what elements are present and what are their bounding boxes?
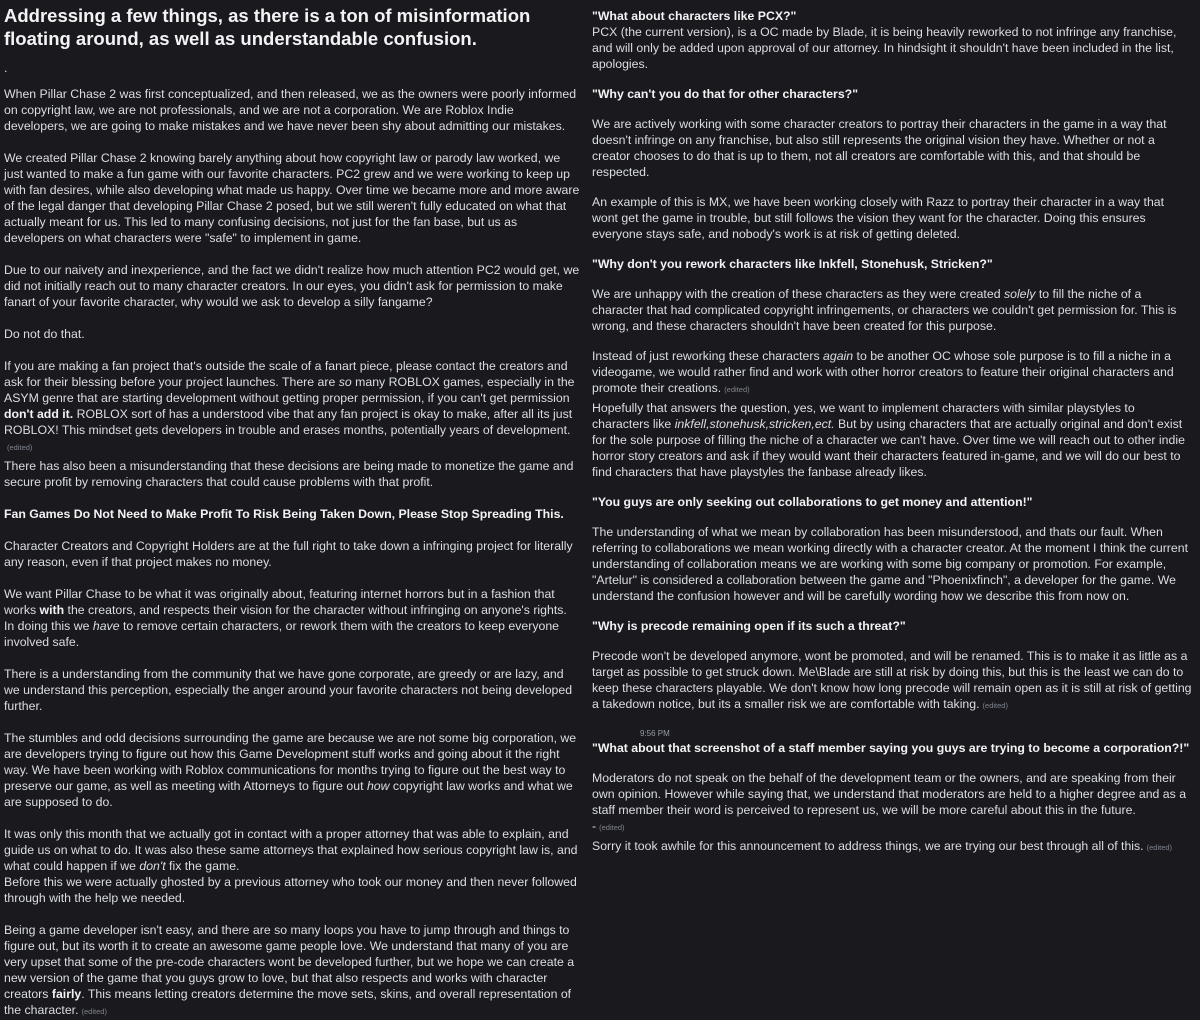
paragraph: The stumbles and odd decisions surrounding the game are because we are not some big corporation, we are developers trying to figure out how this Game Development stuff works and going about it the right way. We have been working with Roblox communications for months trying to figure out the best way to preserve our game, as well as meeting with Attorneys to figure out how copyright law works and what we are supposed to do. [4,731,577,809]
question-heading: "Why can't you do that for other characters?" [592,87,859,101]
message-timestamp: 9:56 PM [640,729,670,738]
paragraph: There has also been a misunderstanding that these decisions are being made to monetize the game and secure profit by removing characters that could cause problems with that profit. [4,459,574,489]
paragraph: Due to our naivety and inexperience, and the fact we didn't realize how much attention PC2 would get, we did not initially reach out to many character creators. In our eyes, you didn't ask for permission to make fanart of your favorite character, why would we ask to develop a silly fangame? [4,263,580,309]
edited-label: (edited) [81,1007,107,1016]
paragraph: Character Creators and Copyright Holders are at the full right to take down a infringing project for literally any reason, even if that project makes no money. [4,539,573,569]
paragraph: It was only this month that we actually got in contact with a proper attorney that was able to explain, and guide us on what to do. It was also these same attorneys that explained how serious copyright law is, and what could happen if we don't fix the game. [4,827,578,873]
paragraph: Instead of just reworking these characters again to be another OC whose sole purpose is to fill a niche in a videogame, we would rather find and work with other horror creators to feature their original characters and promote their creations. (edited) [592,349,1174,395]
paragraph: We are unhappy with the creation of these characters as they were created solely to fill the niche of a character that had complicated copyright infringements, or characters we couldn't get permission for. This is wrong, and these characters shouldn't have been created for this purpose. [592,287,1177,333]
question-heading: "What about characters like PCX?" [592,9,797,23]
edited-label: (edited) [982,701,1008,710]
paragraph: If you are making a fan project that's outside the scale of a fanart piece, please contact the creators and ask for their blessing before your project launches. There are so many ROBLOX games, especially in the ASYM genre that are starting development without getting proper permission, if you can't get permission don't add it. ROBLOX sort of has a understood vibe that any fan project is okay to make, after all its just ROBLOX! This mindset gets developers in trouble and erases months, potentially years of development.(edited) [4,359,575,452]
edited-label: (edited) [7,443,33,452]
paragraph: When Pillar Chase 2 was first conceptualized, and then released, we as the owners were poorly informed on copyright law, we are not professionals, and we are not a corporation. We are Roblox Indie developers, we are going to make mistakes and we have never been shy about admitting our mistakes. [4,87,577,133]
left-column [0,0,588,1017]
dot-line: . [4,61,8,75]
paragraph: We are actively working with some character creators to portray their characters in the game in a way that doesn't infringe on any franchise, but also still represents the original vision they have. Whether or not a creator chooses to do that is up to them, not all creators are comfortable with this, and that should be respected. [592,117,1167,179]
paragraph: Before this we were actually ghosted by a previous attorney who took our money and then never followed through with the help we needed. [4,875,577,905]
paragraph: Hopefully that answers the question, yes, we want to implement characters with similar playstyles to characters like inkfell,stonehusk,stricken,ect. But by using characters that are actually original and don't exist for the sole purpose of filling the niche of a character we can't have. Over time we will reach out to other indie horror story creators and ask if they would want their characters featured in-game, and we will do our best to find characters that have playstyles the fanbase already likes. [592,401,1185,479]
question-heading: "You guys are only seeking out collaborations to get money and attention!" [592,495,1033,509]
announcement-title: Addressing a few things, as there is a ton of misinformation floating around, as well as understandable confusion. [4,5,531,49]
paragraph: The understanding of what we mean by collaboration has been misunderstood, and thats our fault. When referring to collaborations we mean working directly with a character creator. At the moment I think the current understanding of collaboration means we are working with some big company or promotion. For example, "Artelur" is considered a collaboration between the game and "Phoenixfinch", a developer for the game. We understand the confusion however and will be carefully wording how we describe this from now on. [592,525,1188,603]
paragraph: There is a understanding from the community that we have gone corporate, are greedy or are lazy, and we understand this perception, especially the anger around your favorite characters not being developed further. [4,667,573,713]
question-heading: "Why don't you rework characters like Inkfell, Stonehusk, Stricken?" [592,257,993,271]
edited-label: (edited) [599,823,625,832]
paragraph: Moderators do not speak on the behalf of the development team or the owners, and are speaking from their own opinion. However while saying that, we understand that moderators are held to a higher degree and as a staff member their word is perceived to represent us, we will be more careful about this in the future. [592,771,1187,817]
paragraph: Being a game developer isn't easy, and there are so many loops you have to jump through and things to figure out, but its worth it to create an awesome game people love. We understand that many of you are very upset that some of the pre-code characters wont be developed further, but we hope we can create a new version of the game that you guys grow to love, but that also respects and works with character creators fairly. This means letting creators determine the move sets, skins, and overall representation of the character. (edited) [4,923,575,1017]
paragraph: PCX (the current version), is a OC made by Blade, it is being heavily reworked to not infringe any franchise, and will only be added upon approval of our attorney. In hindsight it shouldn't have been included in the list, apologies. [592,25,1177,71]
dash-line: - (edited) [592,819,625,833]
paragraph: We want Pillar Chase to be what it was originally about, featuring internet horrors but in a fashion that works with the creators, and respects their vision for the character without infringing on anyone's rights. In doing this we have to remove certain characters, or rework them with the creators to keep everyone involved safe. [4,587,567,649]
paragraph: An example of this is MX, we have been working closely with Razz to portray their character in a way that wont get the game in trouble, but still follows the vision they want for the character. Doing this ensures everyone stays safe, and nobody's work is at risk of getting deleted. [592,195,1165,241]
question-heading: "What about that screenshot of a staff member saying you guys are trying to become a corporation?!" [592,741,1190,755]
paragraph: Precode won't be developed anymore, wont be promoted, and will be renamed. This is to make it as little as a target as possible to get struck down. Me\Blade are still at risk by doing this, but this is the least we can do to keep these characters playable. We don't know how long precode will remain open as it is still at risk of getting a takedown notice, but its a smaller risk we are comfortable with taking. (edited) [592,649,1192,711]
paragraph: We created Pillar Chase 2 knowing barely anything about how copyright law or parody law worked, we just wanted to make a fun game with our favorite characters. PC2 grew and we were working to keep up with fan desires, while also developing what made us happy. Over time we became more and more aware of the legal danger that developing Pillar Chase 2 posed, but we still weren't fully educated on what that actually meant for us. This led to many confusing decisions, not just for the fan base, but us as developers on what characters were "safe" to implement in game. [4,151,580,245]
bold-statement: Fan Games Do Not Need to Make Profit To Risk Being Taken Down, Please Stop Spreading This. [4,507,564,521]
edited-label: (edited) [1146,843,1173,852]
paragraph: Sorry it took awhile for this announcement to address things, we are trying our best through all of this. (edited) [592,839,1173,853]
right-column [588,0,1200,977]
edited-label: (edited) [724,385,750,394]
paragraph: Do not do that. [4,327,85,341]
question-heading: "Why is precode remaining open if its such a threat?" [592,619,906,633]
